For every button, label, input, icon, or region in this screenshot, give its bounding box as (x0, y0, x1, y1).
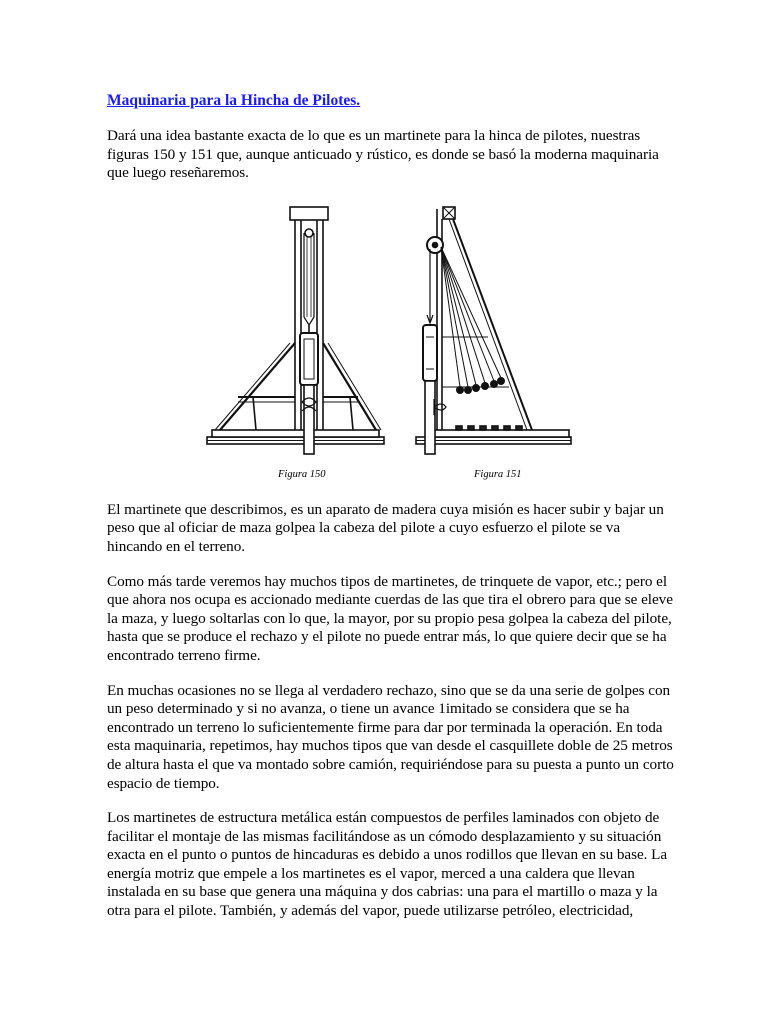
paragraph-types: Como más tarde veremos hay muchos tipos de martinetes, de trinquete de vapor, etc.; pero el que ahora nos ocupa es accionado mediante cuerdas de las que tira el obrero para que se eleve la maza, y luego soltarlas con lo que, la mayor, por su propio pesa golpea la cabeza del pilote, hasta que se produce el rechazo y el pilote no puede entrar más, lo que quiere decir que se ha encontrado terreno firme. (107, 572, 673, 664)
document-page (107, 92, 677, 937)
figure-151-caption: Figura 151 (474, 468, 522, 480)
figure-150-drawing (207, 207, 384, 454)
paragraph-rechazo: En muchas ocasiones no se llega al verdadero rechazo, sino que se da una serie de golpes con un peso determinado y si no avanza, o tiene un avance 1imitado se considera que se ha encontrado un terreno lo suficientemente firme para dar por terminada la operación. En toda esta maquinaria, repetimos, hay muchos tipos que van desde el casquillete doble de 25 metros de altura hasta el que va montado sobre camión, requiriéndose para su puesta a punto un corto espacio de tiempo. (107, 681, 674, 792)
paragraph-description: El martinete que describimos, es un aparato de madera cuya misión es hacer subir y bajar un peso que al oficiar de maza golpea la cabeza del pilote a cuyo esfuerzo el pilote se va hincando en el terreno. (107, 500, 664, 555)
document-title-link[interactable]: Maquinaria para la Hincha de Pilotes. (107, 92, 361, 109)
paragraph-intro: Dará una idea bastante exacta de lo que es un martinete para la hinca de pilotes, nuestras figuras 150 y 151 que, aunque anticuado y rústico, es donde se basó la moderna maquinaria que luego reseñaremos. (107, 127, 659, 182)
figures-illustration (198, 197, 598, 487)
figure-151-drawing (416, 207, 571, 454)
paragraph-metal-structure: Los martinetes de estructura metálica están compuestos de perfiles laminados con objeto de facilitar el montaje de las mismas facilitándose as un cómodo desplazamiento y su situación exacta en el punto o puntos de hincaduras es debido a unos rodillos que llevan en su base. La energía motriz que empele a los martinetes es el vapor, merced a una caldera que llevan instalada en su base que genera una máquina y dos cabrias: una para el martillo o maza y la otra para el pilote. También, y además del vapor, puede utilizarse petróleo, electricidad, (107, 809, 668, 920)
pile-driver-drawings (198, 197, 598, 487)
figure-150-caption: Figura 150 (278, 468, 326, 480)
